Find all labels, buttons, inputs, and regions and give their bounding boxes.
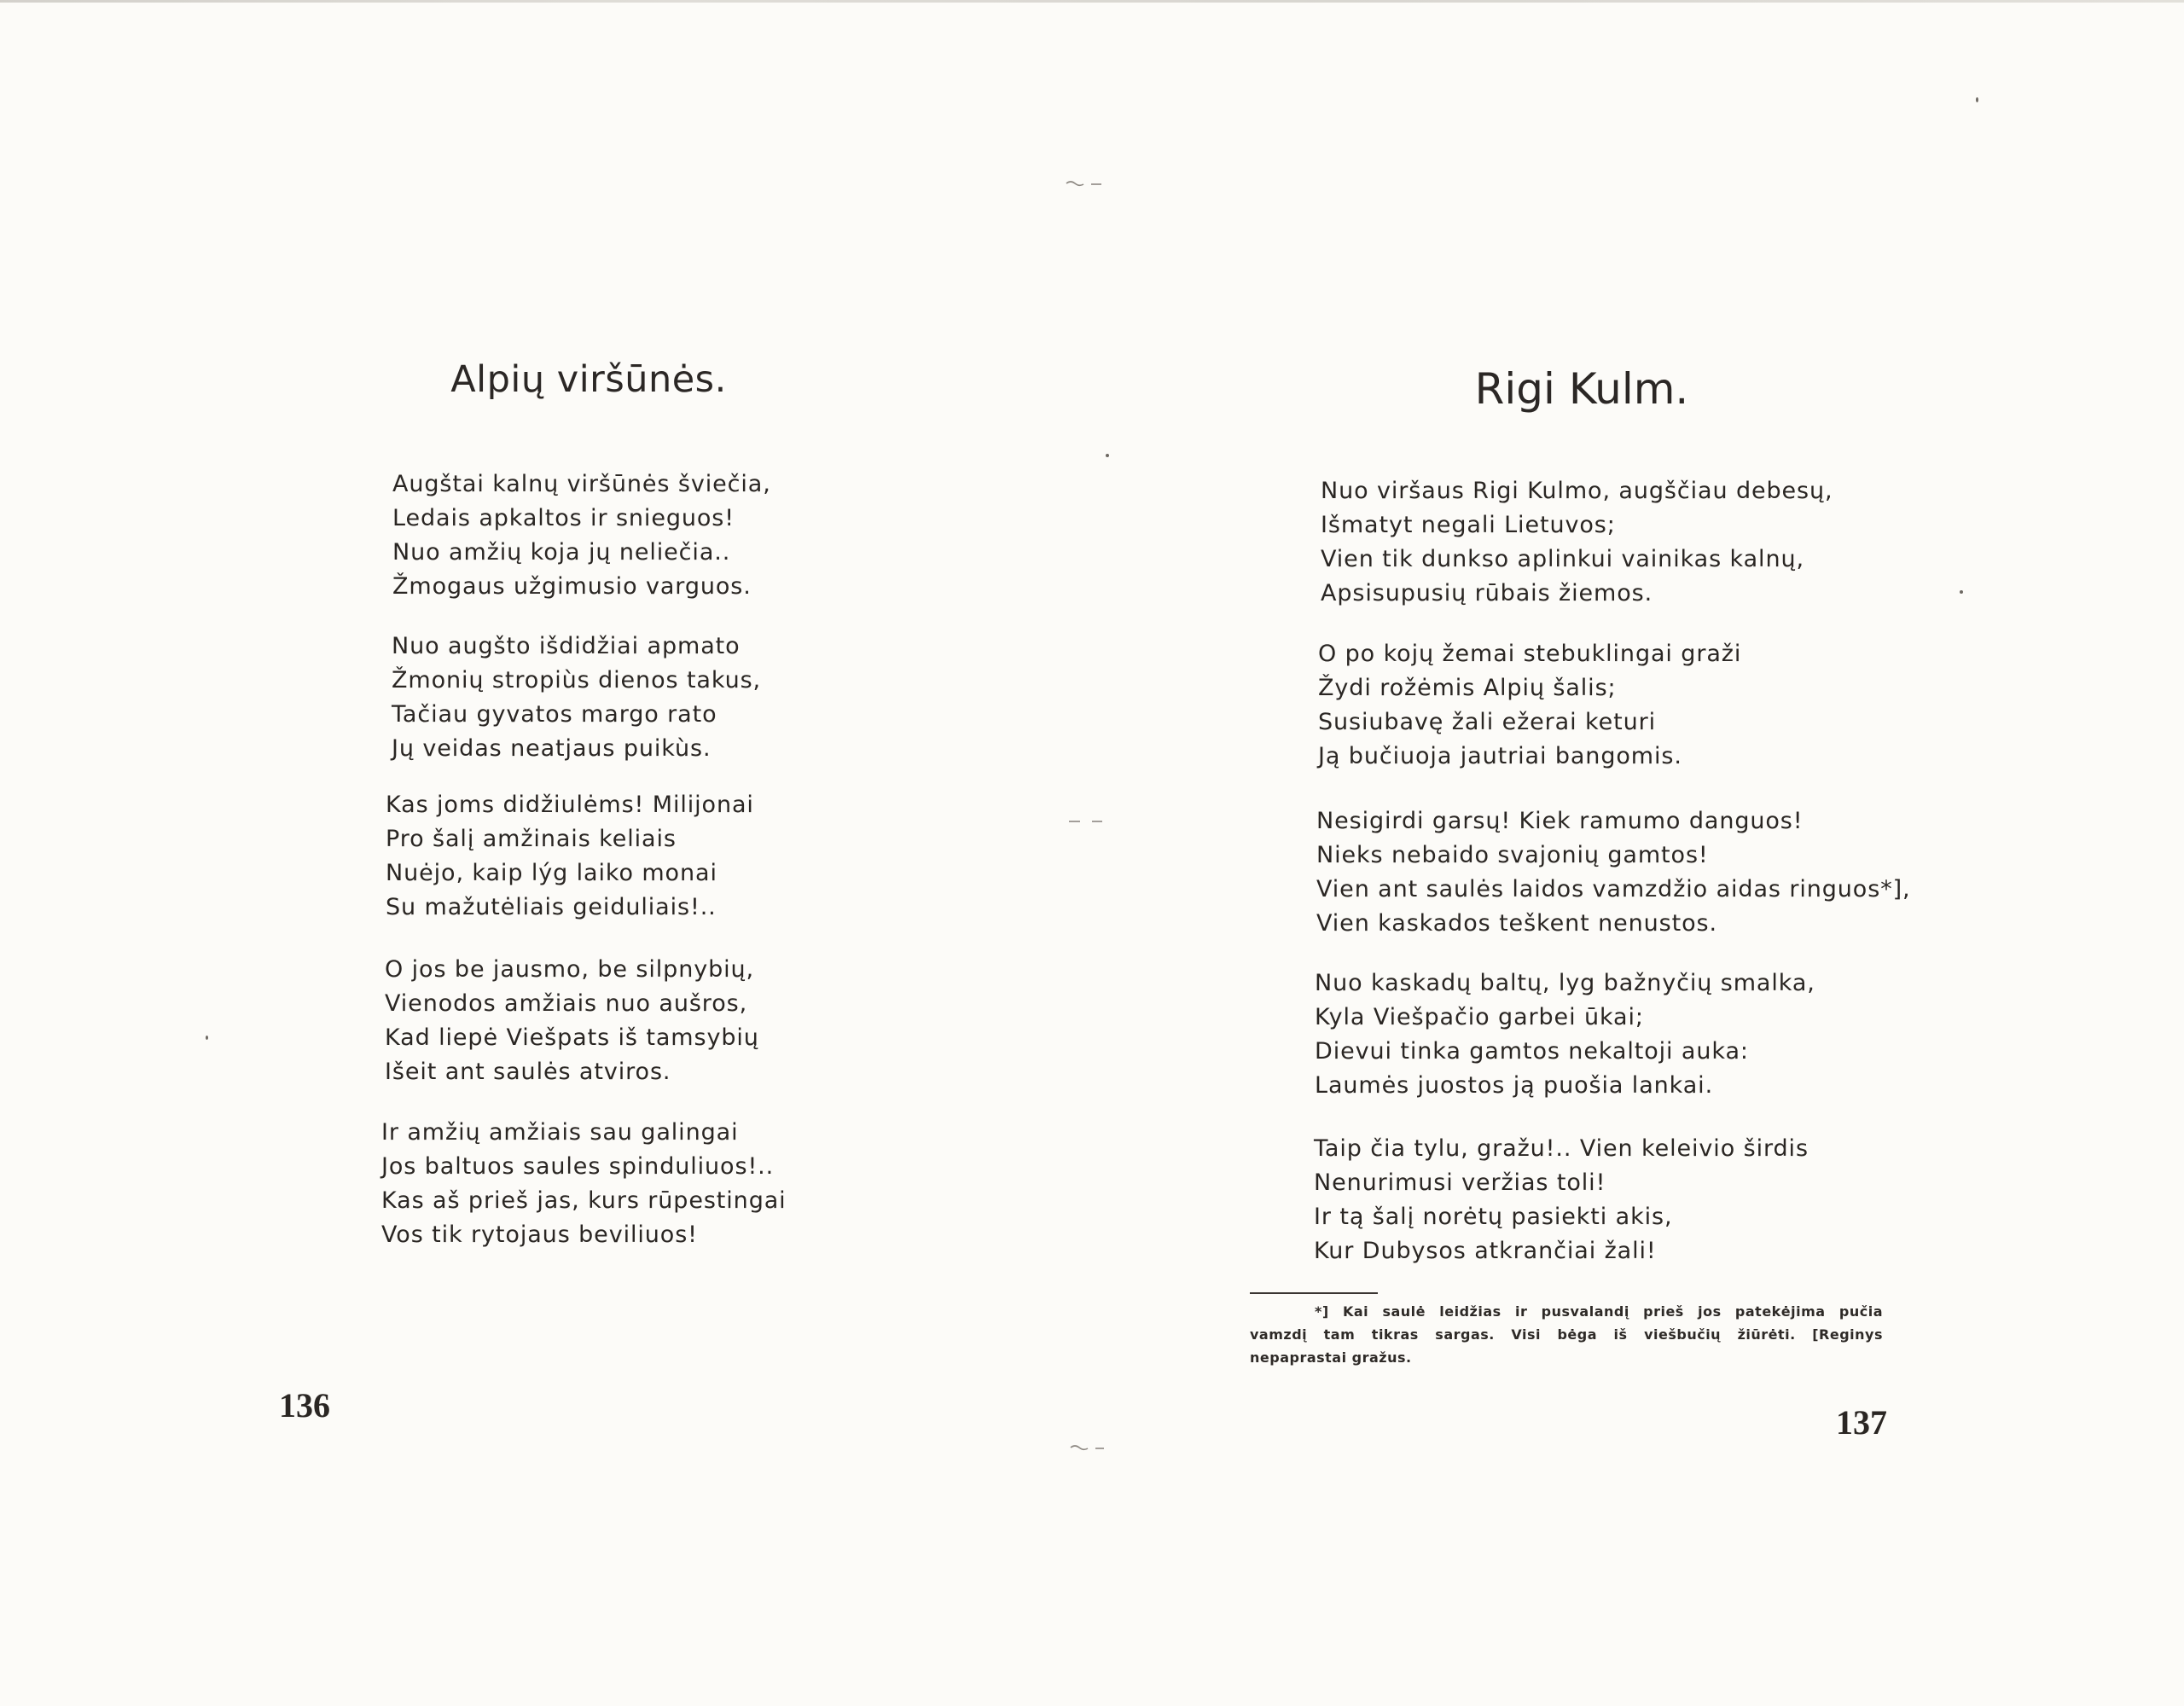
poem-line: Pro šalį amžinais keliais	[386, 826, 677, 852]
speck	[1106, 454, 1109, 457]
poem-line: Dievui tinka gamtos nekaltoji auka:	[1315, 1038, 1749, 1065]
stanza	[1318, 637, 1741, 774]
poem-line: Ir tą šalį norėtų pasiekti akis,	[1314, 1204, 1673, 1230]
poem-line: O po kojų žemai stebuklingai graži	[1318, 641, 1742, 667]
right-page	[1092, 0, 2184, 1706]
poem-line: Kad liepė Viešpats iš tamsybių	[385, 1024, 759, 1051]
stanza	[1321, 474, 1833, 611]
page-number: 136	[279, 1386, 330, 1425]
poem-line: Taip čia tylu, gražu!.. Vien keleivio širdis	[1314, 1135, 1809, 1162]
stanza	[386, 788, 754, 925]
poem-line: Vien kaskados teškent nenustos.	[1316, 910, 1717, 937]
poem-line: O jos be jausmo, be silpnybių,	[385, 956, 755, 983]
poem-line: Nuėjo, kaip lýg laiko monai	[386, 860, 717, 886]
poem-line: Žmogaus užgimusio varguos.	[392, 573, 752, 600]
footnote-line: *] Kai saulė leidžias ir pusvalandį prieš jos patekėjima pučia	[1315, 1303, 1883, 1320]
footnote-rule	[1250, 1292, 1378, 1294]
poem-line: Susiubavę žali ežerai keturi	[1318, 709, 1657, 735]
poem-line: Nieks nebaido svajonių gamtos!	[1316, 842, 1709, 868]
poem-line: Jos baltuos saules spinduliuos!..	[381, 1153, 775, 1180]
speck	[1976, 97, 1978, 102]
speck	[1960, 590, 1963, 594]
poem-line: Vienodos amžiais nuo aušros,	[385, 990, 748, 1017]
poem-line: Žmonių stropiùs dienos takus,	[392, 667, 762, 693]
poem-line: Nuo viršaus Rigi Kulmo, augščiau debesų,	[1321, 478, 1833, 504]
poem-line: Žydi rožėmis Alpių šalis;	[1318, 675, 1617, 701]
page-number: 137	[1836, 1403, 1887, 1442]
poem-line: Nuo amžių koja jų neliečia..	[392, 539, 731, 566]
footnote-line: nepaprastai gražus.	[1250, 1349, 1412, 1366]
poem-line: Vien ant saulės laidos vamzdžio aidas ringuos*],	[1316, 876, 1911, 902]
poem-line: Ir amžių amžiais sau galingai	[381, 1119, 739, 1146]
poem-title: Alpių viršūnės.	[450, 358, 727, 401]
poem-line: Su mažutėliais geiduliais!..	[386, 894, 717, 920]
stanza	[381, 1116, 787, 1252]
poem-line: Tačiau gyvatos margo rato	[392, 701, 717, 728]
poem-line: Išeit ant saulės atviros.	[385, 1059, 671, 1085]
stanza	[385, 953, 759, 1089]
fold-mark	[1068, 817, 1106, 826]
poem-line: Jų veidas neatjaus puikùs.	[392, 735, 712, 762]
poem-line: Vos tik rytojaus beviliuos!	[381, 1221, 698, 1248]
poem-line: Nuo kaskadų baltų, lyg bažnyčių smalka,	[1315, 970, 1815, 996]
fold-mark	[1066, 180, 1103, 189]
poem-line: Laumės juostos ją puošia lankai.	[1315, 1072, 1714, 1099]
poem-title: Rigi Kulm.	[1474, 364, 1689, 414]
poem-line: Nuo augšto išdidžiai apmato	[392, 633, 741, 659]
stanza	[392, 630, 761, 766]
poem-line: Nesigirdi garsų! Kiek ramumo danguos!	[1316, 808, 1804, 834]
fold-mark	[1070, 1444, 1107, 1453]
poem-line: Kur Dubysos atkrančiai žali!	[1314, 1238, 1657, 1264]
poem-line: Kyla Viešpačio garbei ūkai;	[1315, 1004, 1644, 1030]
poem-line: Vien tik dunkso aplinkui vainikas kalnų,	[1321, 546, 1804, 572]
stanza	[1316, 804, 1911, 941]
stanza	[1314, 1132, 1809, 1268]
stanza	[1315, 966, 1815, 1103]
stanza	[392, 467, 771, 604]
poem-line: Apsisupusių rūbais žiemos.	[1321, 580, 1653, 606]
poem-line: Išmatyt negali Lietuvos;	[1321, 512, 1616, 538]
poem-line: Ledais apkaltos ir snieguos!	[392, 505, 735, 531]
poem-line: Nenurimusi veržias toli!	[1314, 1169, 1606, 1196]
poem-line: Ją bučiuoja jautriai bangomis.	[1318, 743, 1682, 769]
poem-line: Kas joms didžiulėms! Milijonai	[386, 792, 754, 818]
speck	[206, 1036, 208, 1040]
footnote-line: vamzdį tam tikras sargas. Visi bėga iš viešbučių žiūrėti. [Reginys	[1250, 1326, 1883, 1343]
poem-line: Augštai kalnų viršūnės šviečia,	[392, 471, 771, 497]
poem-line: Kas aš prieš jas, kurs rūpestingai	[381, 1187, 787, 1214]
